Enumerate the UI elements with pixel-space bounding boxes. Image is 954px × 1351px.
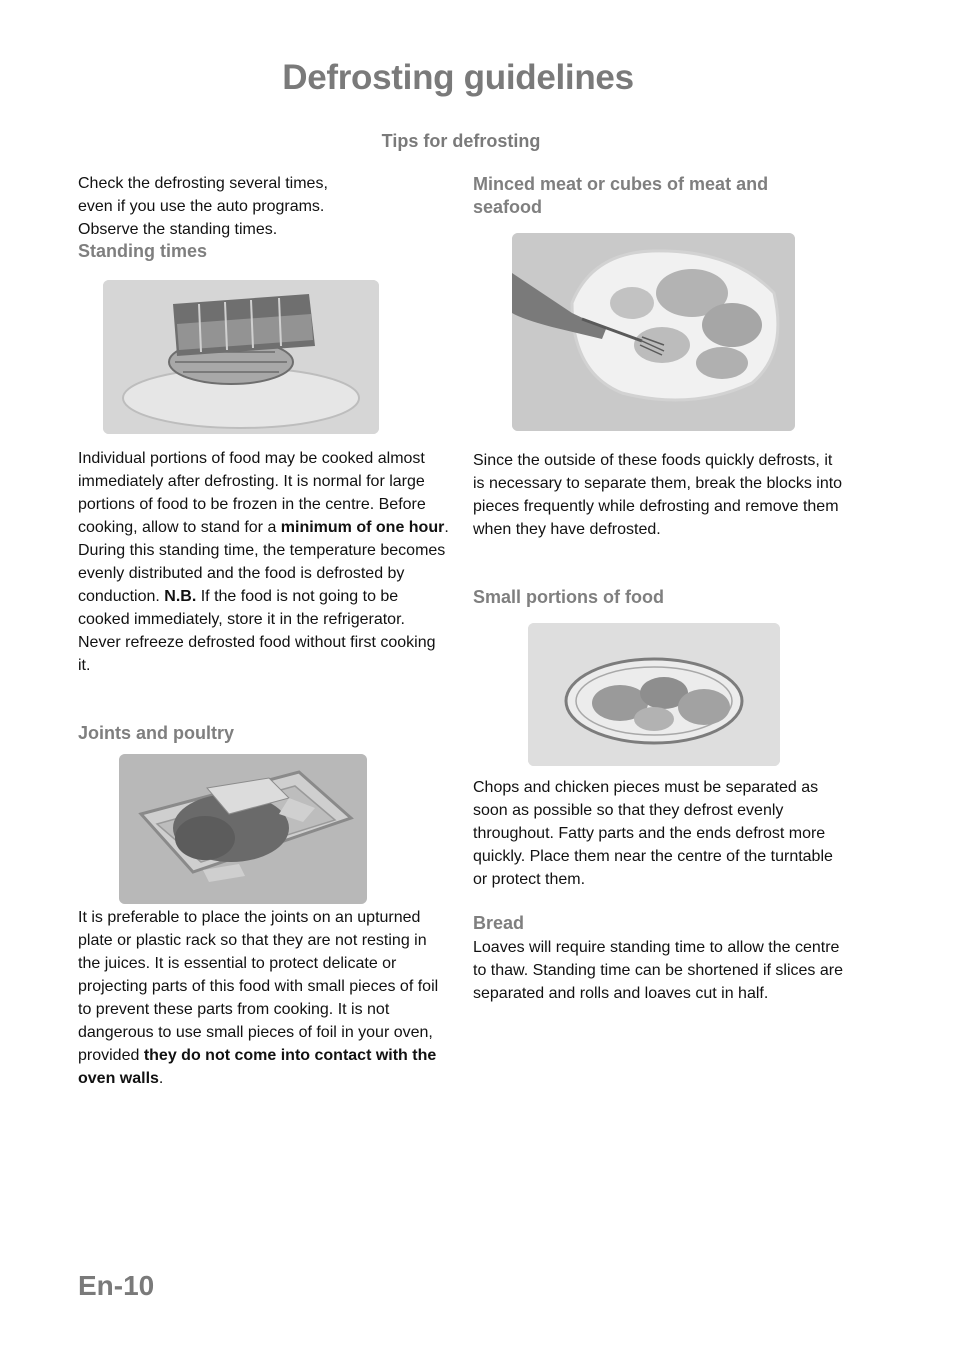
separating-meat-with-fork-photo — [512, 233, 795, 431]
minced-meat-text: Since the outside of these foods quickly defrosts, it is necessary to separate them, break the blocks into pieces frequently while defrosting and remove them when they have defrosted. — [473, 452, 843, 538]
bread-text: Loaves will require standing time to allow the centre to thaw. Standing time can be shortened if slices are separated and rolls and loaves cut in half. — [473, 939, 843, 1002]
small-portions-heading: Small portions of food — [473, 587, 664, 607]
standing-text-2: . During this standing time, the temperature becomes evenly distributed and the food is defrosted by conduction. — [78, 519, 449, 605]
joints-poultry-text — [78, 906, 452, 1090]
poultry-with-foil-image — [119, 754, 367, 904]
chicken-pieces-in-dish-image — [528, 623, 780, 766]
intro-line: even if you use the auto programs. — [78, 198, 325, 215]
poultry-with-foil-photo — [119, 754, 367, 904]
chicken-pieces-in-dish-photo — [528, 623, 780, 766]
minced-meat-heading: Minced meat or cubes of meat and seafood — [473, 174, 769, 217]
bread-heading: Bread — [473, 913, 525, 933]
joints-text-2: . — [158, 1070, 164, 1087]
standing-text-1: Individual portions of food may be cooked almost immediately after defrosting. It is normal for large portions of food to be frozen in the centre. Before cooking, allow to stand for a — [78, 450, 426, 536]
roast-on-rack-photo — [103, 280, 379, 434]
standing-text-3: If the food is not going to be cooked immediately, store it in the refrigerator. Never refreeze defrosted food without first cooking it. — [78, 588, 436, 674]
standing-emphasis-2: N.B. — [164, 588, 197, 605]
joints-text-1: It is preferable to place the joints on an upturned plate or plastic rack so that they are not resting in the juices. It is essential to protect delicate or projecting parts of this food with small pieces of foil to prevent these parts from cooking. It is not dangerous to use small pieces of foil in your oven, provided — [78, 909, 439, 1064]
roast-on-rack-image — [103, 280, 379, 434]
joints-poultry-heading: Joints and poultry — [78, 723, 235, 743]
page-subtitle: Tips for defrosting — [381, 131, 541, 151]
intro-line: Check the defrosting several times, — [78, 175, 328, 192]
standing-emphasis-1: minimum of one hour — [280, 519, 445, 536]
joints-emphasis: they do not come into contact with the oven walls — [78, 1047, 437, 1087]
standing-times-text — [78, 447, 450, 677]
standing-times-heading: Standing times — [78, 241, 208, 261]
separating-meat-with-fork-image — [512, 233, 795, 431]
intro-line: Observe the standing times. — [78, 221, 278, 238]
page-number: En-10 — [78, 1270, 155, 1301]
page-title: Defrosting guidelines — [282, 58, 634, 97]
small-portions-text: Chops and chicken pieces must be separated as soon as possible so that they defrost evenly throughout. Fatty parts and the ends defrost more quickly. Place them near the centre of the turntable or protect them. — [473, 779, 833, 888]
intro-text — [78, 172, 368, 241]
